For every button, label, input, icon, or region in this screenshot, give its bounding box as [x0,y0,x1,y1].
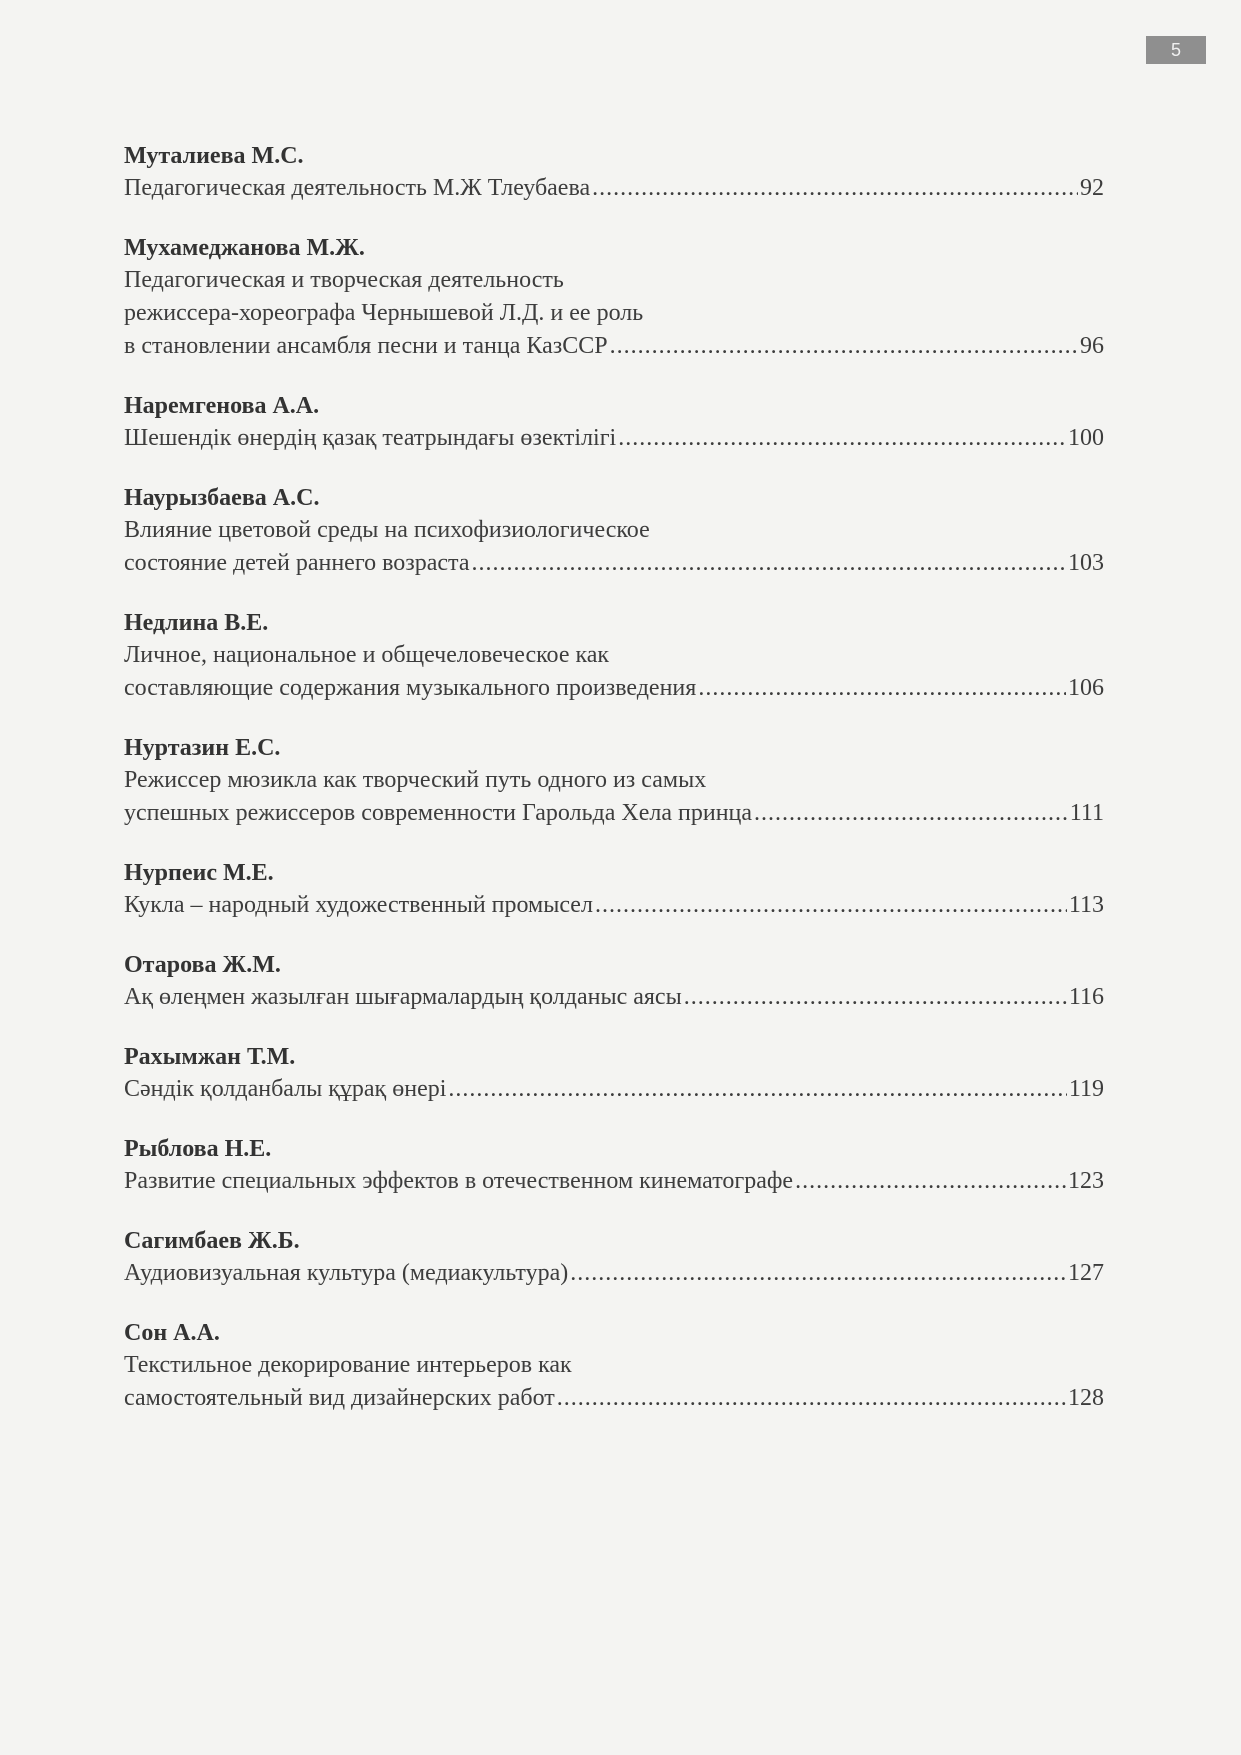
entry-author: Мухамеджанова М.Ж. [124,235,365,261]
entry-title-line: Кукла – народный художественный промысел [124,892,593,918]
entry-title-line: Личное, национальное и общечеловеческое как [124,642,610,668]
entry-title-row [124,797,1104,830]
entry-author: Отарова Ж.М. [124,952,281,978]
entry-author: Муталиева М.С. [124,143,304,169]
dot-leader [754,797,1068,830]
dot-leader [610,330,1078,363]
entry-title-line: Режиссер мюзикла как творческий путь одного из самых [124,767,707,793]
entry-page-number: 103 [1068,550,1104,576]
dot-leader [471,547,1066,580]
entry-author: Наурызбаева А.С. [124,485,320,511]
dot-leader [618,422,1066,455]
entry-title-row [124,1073,1104,1106]
entry-title-row [124,330,1104,363]
dot-leader [698,672,1066,705]
entry-title-row [124,981,1104,1014]
entry-title-line: Влияние цветовой среды на психофизиологическое [124,517,650,543]
dot-leader [684,981,1067,1014]
entry-page-number: 123 [1068,1168,1104,1194]
entry-page-number: 116 [1068,984,1104,1010]
entry-page-number: 113 [1068,892,1104,918]
toc-entry [124,607,1104,705]
dot-leader [557,1382,1066,1415]
entry-page-number: 100 [1068,425,1104,451]
entry-title-line: Сәндік қолданбалы құрақ өнері [124,1076,447,1102]
toc-entry [124,232,1104,363]
entry-title-row [124,1165,1104,1198]
entry-author: Нурпеис М.Е. [124,860,274,886]
entry-page-number: 96 [1080,333,1104,359]
toc-entry [124,140,1104,205]
entry-title-line: режиссера-хореографа Чернышевой Л.Д. и ее роль [124,300,644,326]
entry-title-row [124,172,1104,205]
toc-entry [124,1317,1104,1415]
entry-title-line: самостоятельный вид дизайнерских работ [124,1385,555,1411]
table-of-contents [124,140,1104,1442]
entry-title-row [124,1257,1104,1290]
toc-entry [124,482,1104,580]
dot-leader [592,172,1078,205]
entry-title-line: Педагогическая и творческая деятельность [124,267,564,293]
toc-entry [124,732,1104,830]
toc-entry [124,857,1104,922]
entry-author: Наремгенова А.А. [124,393,320,419]
entry-title-row [124,422,1104,455]
entry-title-line: Текстильное декорирование интерьеров как [124,1352,572,1378]
toc-entry [124,1041,1104,1106]
entry-author: Рахымжан Т.М. [124,1044,296,1070]
entry-author: Недлина В.Е. [124,610,269,636]
entry-page-number: 119 [1068,1076,1104,1102]
entry-title-line: Ақ өлеңмен жазылған шығармалардың қолданыс аясы [124,984,682,1010]
entry-title-row [124,547,1104,580]
entry-author: Нуртазин Е.С. [124,735,281,761]
entry-title-row [124,1382,1104,1415]
toc-entry [124,1133,1104,1198]
entry-author: Рыблова Н.Е. [124,1136,272,1162]
entry-title-row [124,889,1104,922]
entry-author: Сон А.А. [124,1320,220,1346]
entry-page-number: 128 [1068,1385,1104,1411]
entry-title-line: Развитие специальных эффектов в отечественном кинематографе [124,1168,794,1194]
entry-title-line: Педагогическая деятельность М.Ж Тлеубаева [124,175,591,201]
entry-title-line: Шешендік өнердің қазақ театрындағы өзектілігі [124,425,617,451]
toc-entry [124,949,1104,1014]
dot-leader [795,1165,1066,1198]
toc-entry [124,1225,1104,1290]
entry-title-line: Аудиовизуальная культура (медиакультура) [124,1260,569,1286]
entry-page-number: 111 [1069,800,1104,826]
entry-title-line: состояние детей раннего возраста [124,550,470,576]
entry-author: Сагимбаев Ж.Б. [124,1228,300,1254]
dot-leader [595,889,1067,922]
entry-title-row [124,672,1104,705]
entry-page-number: 106 [1068,675,1104,701]
toc-entry [124,390,1104,455]
dot-leader [448,1073,1067,1106]
page-number-badge: 5 [1146,36,1206,64]
entry-title-line: в становлении ансамбля песни и танца КазССР [124,333,608,359]
entry-page-number: 127 [1068,1260,1104,1286]
dot-leader [570,1257,1066,1290]
entry-title-line: составляющие содержания музыкального произведения [124,675,697,701]
entry-page-number: 92 [1080,175,1104,201]
entry-title-line: успешных режиссеров современности Гарольда Хела принца [124,800,753,826]
